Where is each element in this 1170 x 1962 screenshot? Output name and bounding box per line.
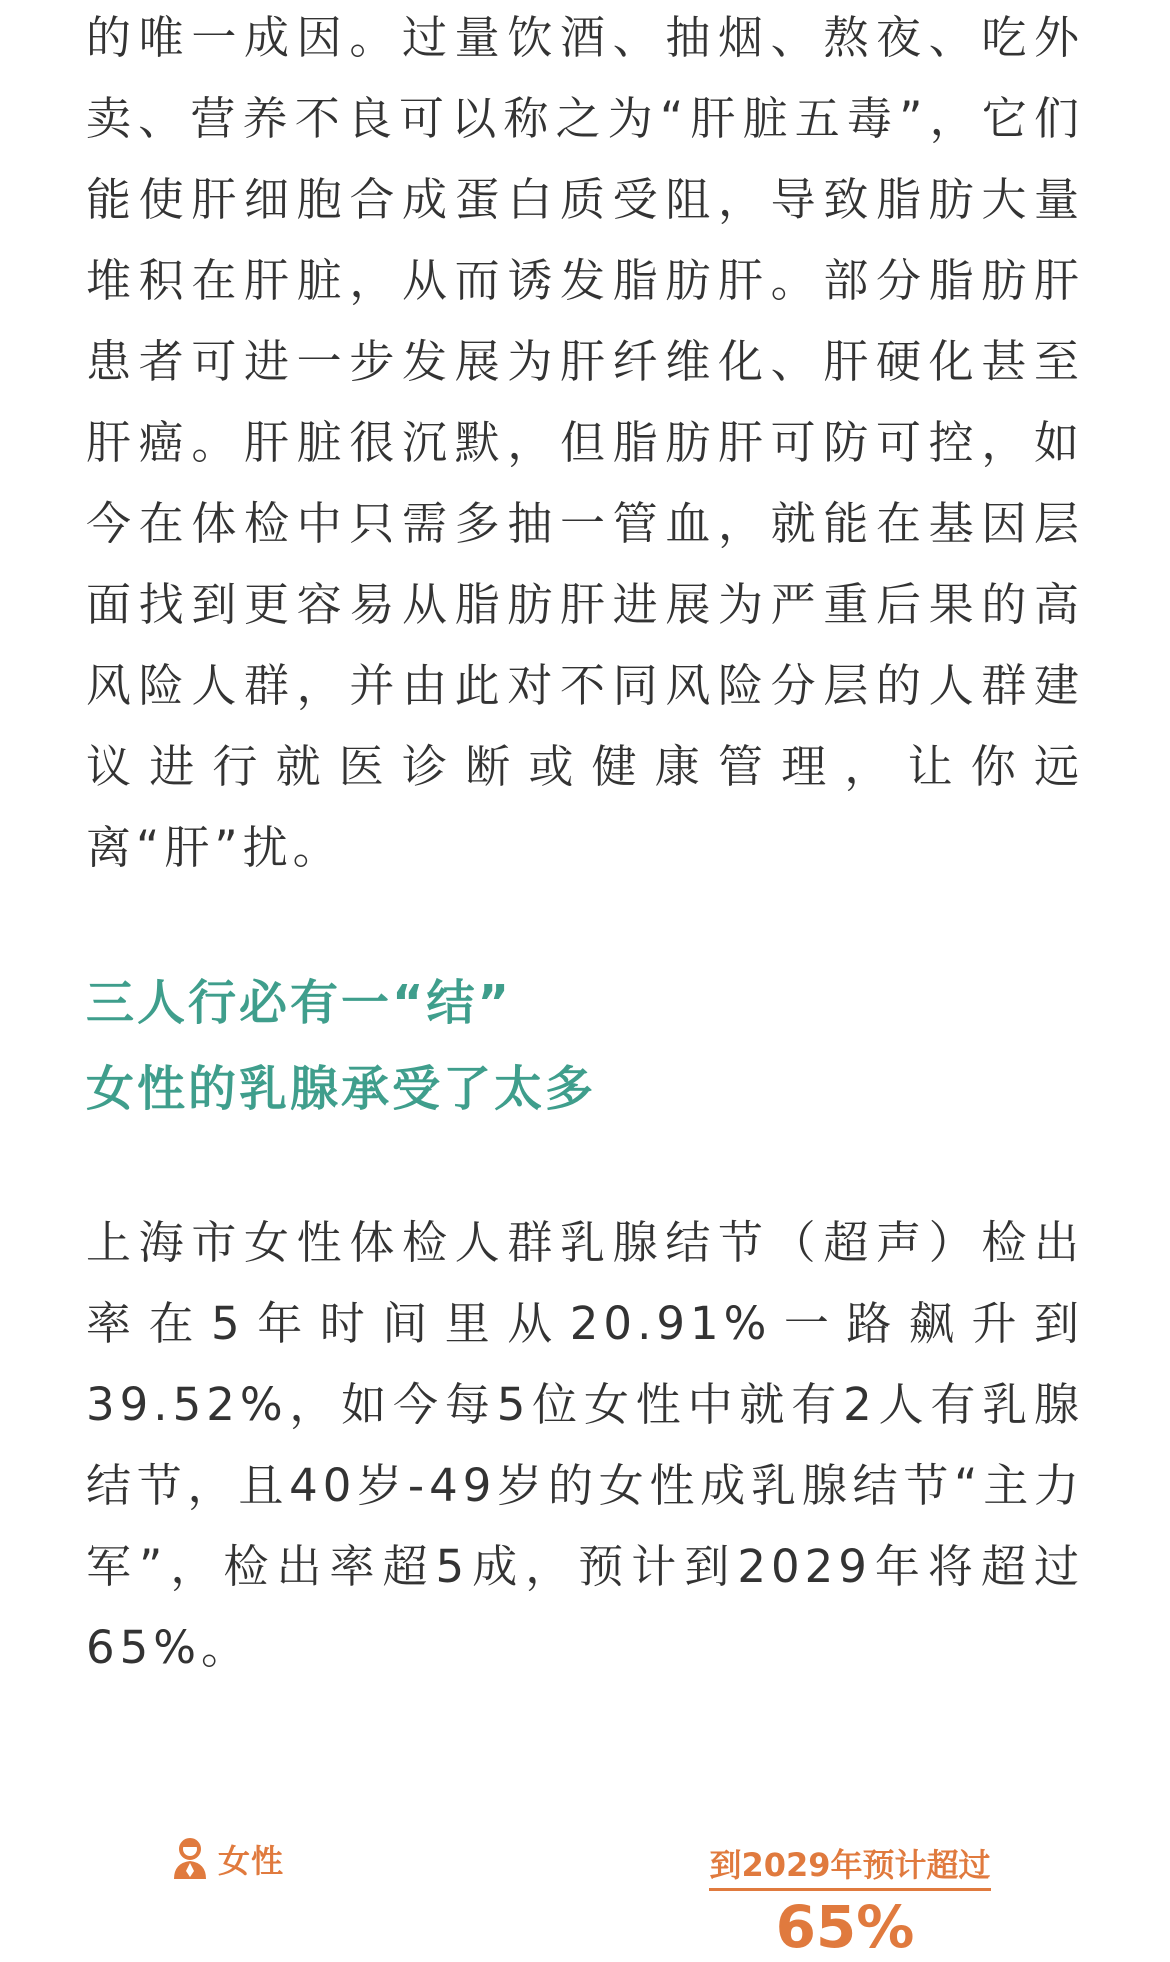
- female-label: 女性: [218, 1842, 285, 1880]
- female-tag: [170, 1836, 284, 1882]
- forecast-value: 65%: [775, 1893, 915, 1961]
- section-heading-line-1: 三人行必有一“结”: [86, 975, 513, 1031]
- breast-nodule-infographic: [0, 1812, 1170, 1962]
- forecast-block: [690, 1840, 1010, 1959]
- section-heading: [86, 960, 1084, 1132]
- section-heading-line-2: 女性的乳腺承受了太多: [86, 1061, 597, 1117]
- article-paragraph: 的唯一成因。过量饮酒、抽烟、熬夜、吃外卖、营养不良可以称之为“肝脏五毒”，它们能使肝细胞合成蛋白质受阻，导致脂肪大量堆积在肝脏，从而诱发脂肪肝。部分脂肪肝患者可进一步发展为肝纤维化、肝硬化甚至肝癌。肝脏很沉默，但脂肪肝可防可控，如今在体检中只需多抽一管血，就能在基因层面找到更容易从脂肪肝进展为严重后果的高风险人群，并由此对不同风险分层的人群建议进行就医诊断或健康管理，让你远离“肝”扰。: [86, 11, 1084, 874]
- female-person-icon: [170, 1837, 210, 1881]
- forecast-caption: 到2029年预计超过: [709, 1840, 990, 1891]
- article-paragraph: 上海市女性体检人群乳腺结节（超声）检出率在5年时间里从20.91%一路飙升到39.52%，如今每5位女性中就有2人有乳腺结节，且40岁-49岁的女性成乳腺结节“主力军”，检出率超5成，预计到2029年将超过65%。: [86, 1216, 1084, 1674]
